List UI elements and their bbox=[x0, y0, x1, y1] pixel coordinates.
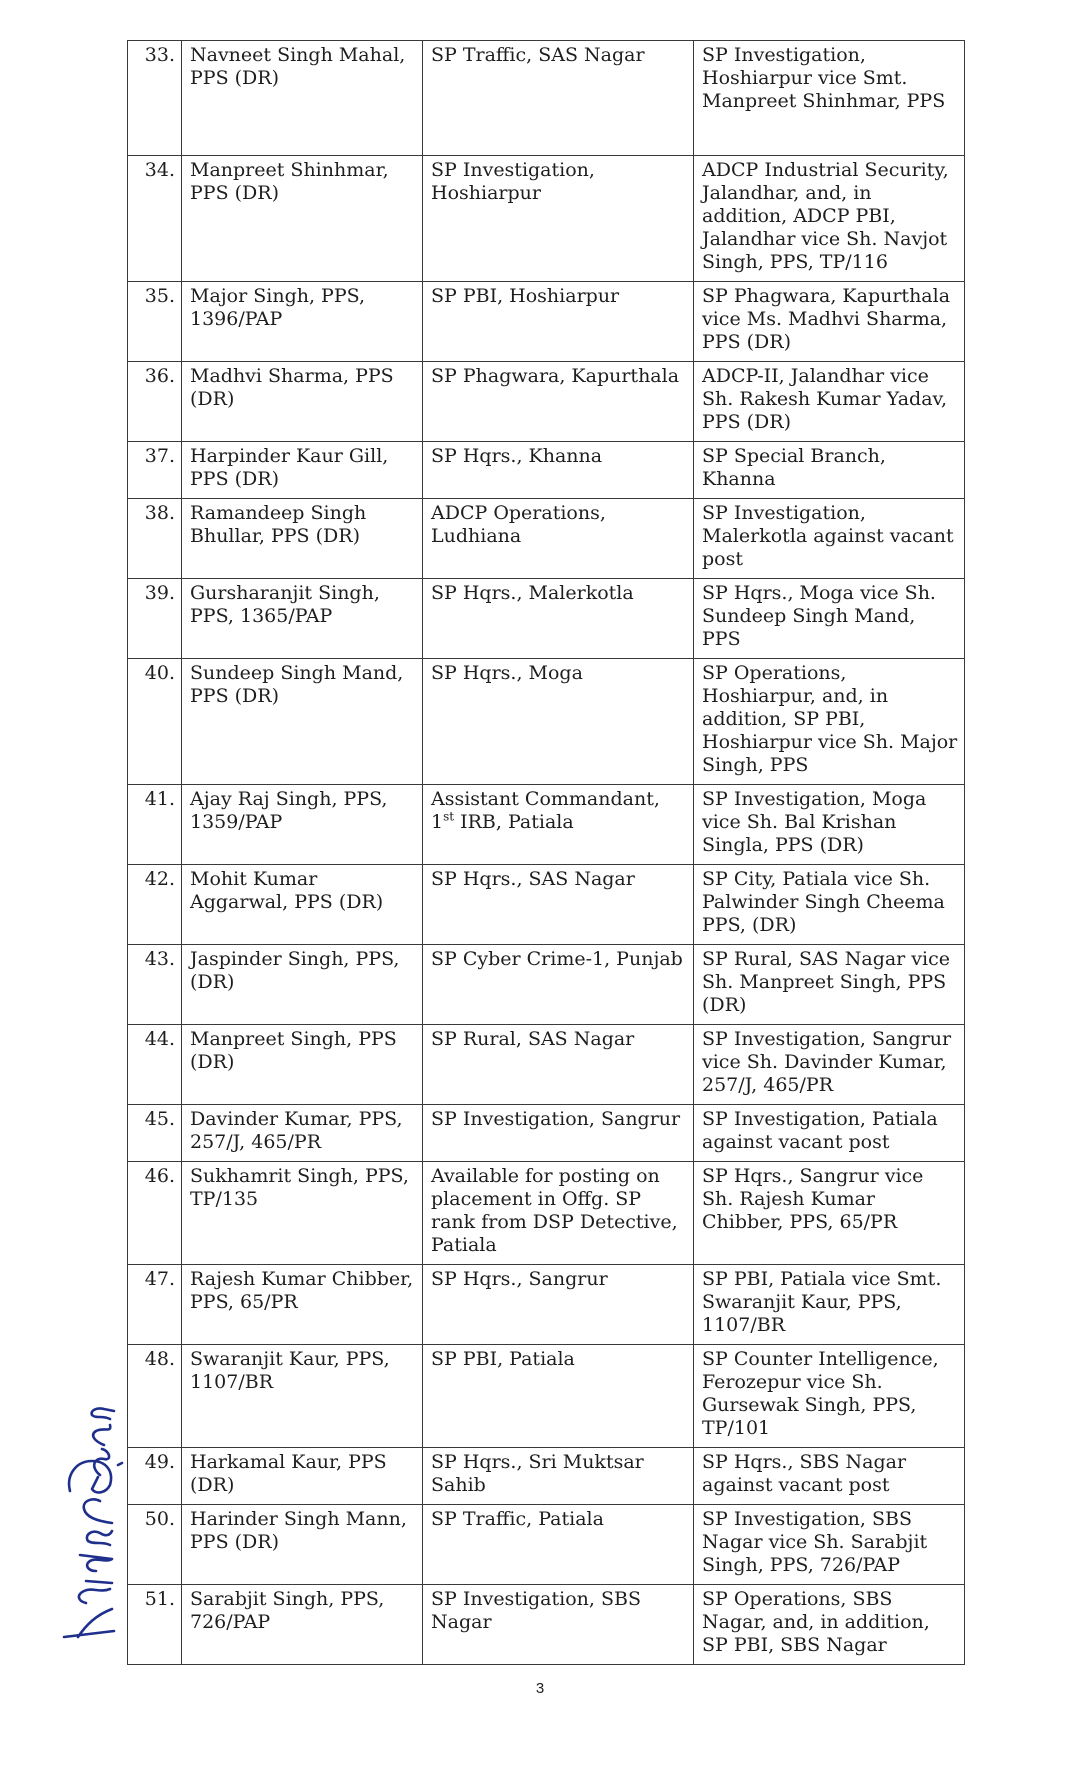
new-posting: SP Phagwara, Kapurthala vice Ms. Madhvi Sharma, PPS (DR) bbox=[694, 282, 965, 362]
table-row bbox=[128, 659, 965, 785]
table-row bbox=[128, 442, 965, 499]
officer-name: Harpinder Kaur Gill, PPS (DR) bbox=[182, 442, 423, 499]
present-posting: SP PBI, Hoshiarpur bbox=[423, 282, 694, 362]
officer-name: Ramandeep Singh Bhullar, PPS (DR) bbox=[182, 499, 423, 579]
table-row bbox=[128, 785, 965, 865]
serial-number: 35. bbox=[128, 282, 182, 362]
serial-number: 36. bbox=[128, 362, 182, 442]
new-posting: SP Investigation, Sangrur vice Sh. Davinder Kumar, 257/J, 465/PR bbox=[694, 1025, 965, 1105]
table-row bbox=[128, 1345, 965, 1448]
ordinal-suffix: st bbox=[443, 809, 455, 824]
new-posting: SP Investigation, SBS Nagar vice Sh. Sarabjit Singh, PPS, 726/PAP bbox=[694, 1505, 965, 1585]
new-posting: SP Investigation, Moga vice Sh. Bal Krishan Singla, PPS (DR) bbox=[694, 785, 965, 865]
present-posting: SP Hqrs., Sangrur bbox=[423, 1265, 694, 1345]
serial-number: 48. bbox=[128, 1345, 182, 1448]
table-row bbox=[128, 1025, 965, 1105]
present-posting: SP Hqrs., Sri Muktsar Sahib bbox=[423, 1448, 694, 1505]
table-row bbox=[128, 1585, 965, 1665]
serial-number: 49. bbox=[128, 1448, 182, 1505]
transfer-table bbox=[127, 40, 965, 1665]
officer-name: Swaranjit Kaur, PPS, 1107/BR bbox=[182, 1345, 423, 1448]
table-row bbox=[128, 362, 965, 442]
officer-name: Madhvi Sharma, PPS (DR) bbox=[182, 362, 423, 442]
serial-number: 40. bbox=[128, 659, 182, 785]
officer-name: Sarabjit Singh, PPS, 726/PAP bbox=[182, 1585, 423, 1665]
new-posting: SP Hqrs., SBS Nagar against vacant post bbox=[694, 1448, 965, 1505]
present-posting: SP Cyber Crime-1, Punjab bbox=[423, 945, 694, 1025]
new-posting: SP Investigation, Patiala against vacant post bbox=[694, 1105, 965, 1162]
new-posting: SP Special Branch, Khanna bbox=[694, 442, 965, 499]
officer-name: Navneet Singh Mahal, PPS (DR) bbox=[182, 41, 423, 156]
table-row bbox=[128, 1505, 965, 1585]
serial-number: 37. bbox=[128, 442, 182, 499]
serial-number: 43. bbox=[128, 945, 182, 1025]
present-posting: SP Investigation, SBS Nagar bbox=[423, 1585, 694, 1665]
new-posting: SP Investigation, Malerkotla against vacant post bbox=[694, 499, 965, 579]
present-posting: SP Hqrs., Khanna bbox=[423, 442, 694, 499]
officer-name: Gursharanjit Singh, PPS, 1365/PAP bbox=[182, 579, 423, 659]
present-posting: SP Rural, SAS Nagar bbox=[423, 1025, 694, 1105]
present-posting: SP Investigation, Hoshiarpur bbox=[423, 156, 694, 282]
serial-number: 47. bbox=[128, 1265, 182, 1345]
present-posting: SP Hqrs., Moga bbox=[423, 659, 694, 785]
new-posting: SP Rural, SAS Nagar vice Sh. Manpreet Singh, PPS (DR) bbox=[694, 945, 965, 1025]
officer-name: Davinder Kumar, PPS, 257/J, 465/PR bbox=[182, 1105, 423, 1162]
officer-name: Rajesh Kumar Chibber, PPS, 65/PR bbox=[182, 1265, 423, 1345]
table-row bbox=[128, 1162, 965, 1265]
present-posting: SP Traffic, SAS Nagar bbox=[423, 41, 694, 156]
present-posting bbox=[423, 785, 694, 865]
officer-name: Harkamal Kaur, PPS (DR) bbox=[182, 1448, 423, 1505]
officer-name: Mohit Kumar Aggarwal, PPS (DR) bbox=[182, 865, 423, 945]
serial-number: 41. bbox=[128, 785, 182, 865]
new-posting: SP Counter Intelligence, Ferozepur vice Sh. Gursewak Singh, PPS, TP/101 bbox=[694, 1345, 965, 1448]
new-posting: SP Hqrs., Sangrur vice Sh. Rajesh Kumar Chibber, PPS, 65/PR bbox=[694, 1162, 965, 1265]
serial-number: 34. bbox=[128, 156, 182, 282]
officer-name: Manpreet Shinhmar, PPS (DR) bbox=[182, 156, 423, 282]
present-posting-text: Assistant Commandant, 1 bbox=[431, 788, 660, 833]
officer-name: Manpreet Singh, PPS (DR) bbox=[182, 1025, 423, 1105]
table-row bbox=[128, 945, 965, 1025]
handwritten-signature bbox=[56, 1405, 126, 1645]
present-posting: ADCP Operations, Ludhiana bbox=[423, 499, 694, 579]
present-posting: SP Investigation, Sangrur bbox=[423, 1105, 694, 1162]
page-number: 3 bbox=[535, 1680, 545, 1697]
new-posting: SP Operations, Hoshiarpur, and, in addition, SP PBI, Hoshiarpur vice Sh. Major Singh, PPS bbox=[694, 659, 965, 785]
table-row bbox=[128, 1448, 965, 1505]
new-posting: SP Operations, SBS Nagar, and, in addition, SP PBI, SBS Nagar bbox=[694, 1585, 965, 1665]
serial-number: 42. bbox=[128, 865, 182, 945]
table-row bbox=[128, 579, 965, 659]
present-posting: SP Hqrs., Malerkotla bbox=[423, 579, 694, 659]
serial-number: 39. bbox=[128, 579, 182, 659]
serial-number: 50. bbox=[128, 1505, 182, 1585]
present-posting: SP Phagwara, Kapurthala bbox=[423, 362, 694, 442]
new-posting: SP Hqrs., Moga vice Sh. Sundeep Singh Mand, PPS bbox=[694, 579, 965, 659]
table-row bbox=[128, 1105, 965, 1162]
table-row bbox=[128, 282, 965, 362]
officer-name: Jaspinder Singh, PPS, (DR) bbox=[182, 945, 423, 1025]
table-row bbox=[128, 41, 965, 156]
table-row bbox=[128, 865, 965, 945]
new-posting: SP PBI, Patiala vice Smt. Swaranjit Kaur, PPS, 1107/BR bbox=[694, 1265, 965, 1345]
serial-number: 38. bbox=[128, 499, 182, 579]
serial-number: 51. bbox=[128, 1585, 182, 1665]
new-posting: SP Investigation, Hoshiarpur vice Smt. Manpreet Shinhmar, PPS bbox=[694, 41, 965, 156]
serial-number: 45. bbox=[128, 1105, 182, 1162]
table-row bbox=[128, 1265, 965, 1345]
table-row bbox=[128, 156, 965, 282]
present-posting: SP Hqrs., SAS Nagar bbox=[423, 865, 694, 945]
officer-name: Sukhamrit Singh, PPS, TP/135 bbox=[182, 1162, 423, 1265]
officer-name: Major Singh, PPS, 1396/PAP bbox=[182, 282, 423, 362]
serial-number: 44. bbox=[128, 1025, 182, 1105]
new-posting: SP City, Patiala vice Sh. Palwinder Singh Cheema PPS, (DR) bbox=[694, 865, 965, 945]
serial-number: 46. bbox=[128, 1162, 182, 1265]
new-posting: ADCP-II, Jalandhar vice Sh. Rakesh Kumar Yadav, PPS (DR) bbox=[694, 362, 965, 442]
officer-name: Ajay Raj Singh, PPS, 1359/PAP bbox=[182, 785, 423, 865]
officer-name: Harinder Singh Mann, PPS (DR) bbox=[182, 1505, 423, 1585]
present-posting: SP Traffic, Patiala bbox=[423, 1505, 694, 1585]
present-posting-text: IRB, Patiala bbox=[454, 811, 574, 833]
present-posting: SP PBI, Patiala bbox=[423, 1345, 694, 1448]
present-posting: Available for posting on placement in Offg. SP rank from DSP Detective, Patiala bbox=[423, 1162, 694, 1265]
serial-number: 33. bbox=[128, 41, 182, 156]
table-row bbox=[128, 499, 965, 579]
new-posting: ADCP Industrial Security, Jalandhar, and, in addition, ADCP PBI, Jalandhar vice Sh. Navjot Singh, PPS, TP/116 bbox=[694, 156, 965, 282]
officer-name: Sundeep Singh Mand, PPS (DR) bbox=[182, 659, 423, 785]
